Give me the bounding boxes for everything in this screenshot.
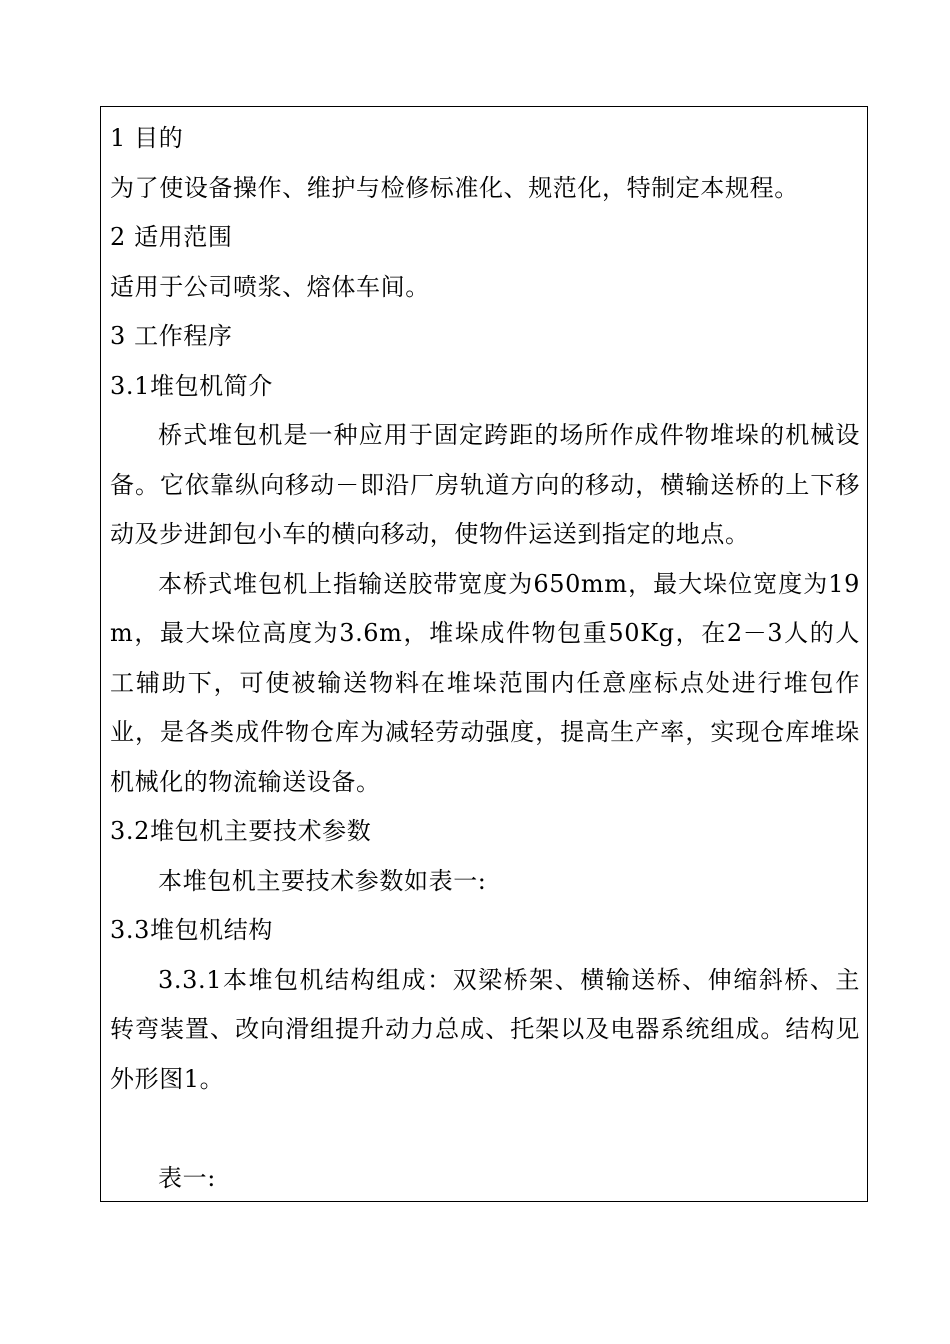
section-1-body: 为了使设备操作、维护与检修标准化、规范化，特制定本规程。 bbox=[110, 173, 799, 202]
section-3-3-title: 3.3堆包机结构 bbox=[110, 916, 273, 944]
section-3-1-paragraph-2: 本桥式堆包机上指输送胶带宽度为650mm，最大垛位宽度为19m，最大垛位高度为3.6m，堆垛成件物包重50Kg，在2－3人的人工辅助下，可使被输送物料在堆垛范围内任意座标点处进行堆包作业，是各类成件物仓库为减轻劳动强度，提高生产率，实现仓库堆垛机械化的物流输送设备。 bbox=[110, 569, 860, 796]
document-body bbox=[110, 114, 860, 1203]
section-3-1-paragraph-1: 桥式堆包机是一种应用于固定跨距的场所作成件物堆垛的机械设备。它依靠纵向移动－即沿厂房轨道方向的移动，横输送桥的上下移动及步进卸包小车的横向移动，使物件运送到指定的地点。 bbox=[110, 421, 860, 548]
section-3-title: 3 工作程序 bbox=[110, 322, 233, 350]
section-1-title: 1 目的 bbox=[110, 124, 184, 152]
section-3-2-paragraph-1: 本堆包机主要技术参数如表一: bbox=[158, 866, 487, 895]
table-caption: 表一: bbox=[158, 1163, 216, 1192]
section-3-3-paragraph-1: 3.3.1本堆包机结构组成：双梁桥架、横输送桥、伸缩斜桥、主转弯装置、改向滑组提升动力总成、托架以及电器系统组成。结构见外形图1。 bbox=[110, 965, 860, 1093]
section-2-body: 适用于公司喷浆、熔体车间。 bbox=[110, 272, 430, 301]
section-2-title: 2 适用范围 bbox=[110, 223, 233, 251]
section-3-1-title: 3.1堆包机简介 bbox=[110, 371, 273, 400]
blank-line bbox=[110, 1104, 860, 1154]
section-3-2-title: 3.2堆包机主要技术参数 bbox=[110, 817, 372, 845]
